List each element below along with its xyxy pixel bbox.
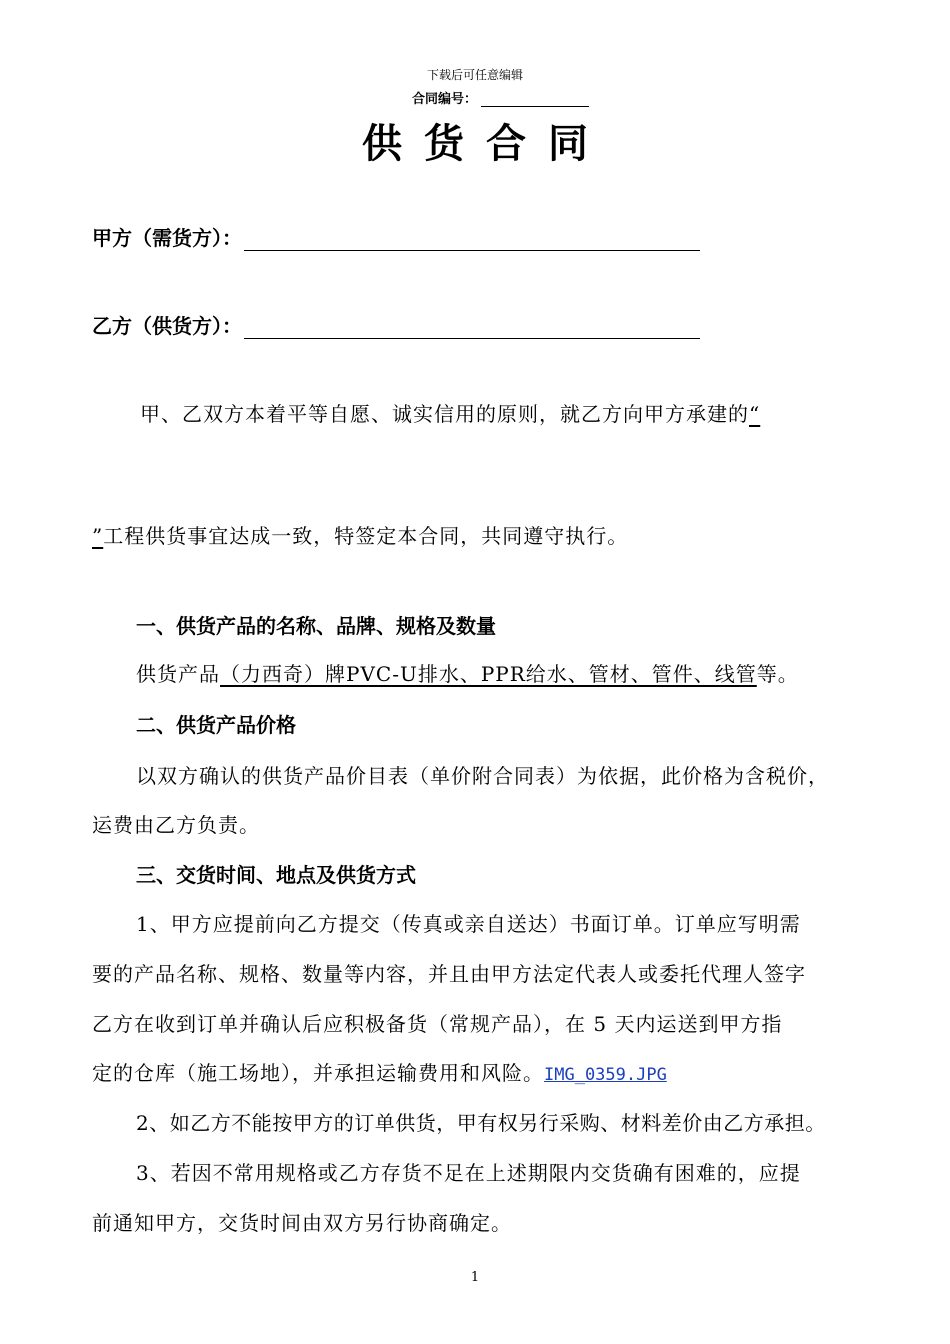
section-2-heading: 二、供货产品价格 [136, 713, 296, 737]
s3-p1-text: 定的仓库（施工场地），并承担运输费用和风险。 [92, 1061, 544, 1085]
party-b-label: 乙方（供货方）： [92, 314, 242, 338]
image-link[interactable]: IMG_0359.JPG [544, 1065, 667, 1085]
section-2-line-2: 运费由乙方负责。 [92, 813, 260, 837]
section-3-p1-line-4 [92, 1057, 667, 1086]
section-2-line-1: 以双方确认的供货产品价目表（单价附合同表）为依据，此价格为含税价， [136, 764, 829, 788]
section-3-p1-line-2: 要的产品名称、规格、数量等内容，并且由甲方法定代表人或委托代理人签字 [92, 962, 806, 986]
intro-text-2: 工程供货事宜达成一致，特签定本合同，共同遵守执行。 [103, 524, 629, 548]
s1-prefix: 供货产品 [136, 662, 220, 686]
party-a-label: 甲方（需货方）： [92, 226, 242, 250]
document-title: 供货合同 [362, 121, 610, 167]
party-a-row [92, 222, 700, 251]
contract-number-label: 合同编号： [412, 92, 478, 107]
s1-suffix: 等。 [756, 662, 799, 686]
contract-number-blank [481, 92, 589, 107]
header-note: 下载后可任意编辑 [426, 68, 523, 82]
page-number: 1 [470, 1270, 480, 1285]
party-a-blank [244, 228, 700, 251]
section-3-p3-line-2: 前通知甲方，交货时间由双方另行协商确定。 [92, 1211, 512, 1235]
intro-line-1 [140, 398, 760, 427]
section-1-text [136, 658, 799, 687]
contract-number [412, 88, 589, 107]
party-b-blank [244, 316, 700, 339]
section-3-p2: 2、如乙方不能按甲方的订单供货，甲有权另行采购、材料差价由乙方承担。 [136, 1111, 826, 1135]
section-1-heading: 一、供货产品的名称、品牌、规格及数量 [136, 614, 496, 638]
quote-close: ” [92, 524, 104, 548]
section-3-p3-line-1: 3、若因不常用规格或乙方存货不足在上述期限内交货确有困难的，应提 [136, 1161, 801, 1185]
intro-line-2 [92, 520, 628, 549]
section-3-p1-line-1: 1、甲方应提前向乙方提交（传真或亲自送达）书面订单。订单应写明需 [136, 912, 801, 936]
section-3-heading: 三、交货时间、地点及供货方式 [136, 863, 416, 887]
party-b-row [92, 310, 700, 339]
quote-open: “ [749, 402, 761, 426]
s1-products: （力西奇）牌PVC-U排水、PPR给水、管材、管件、线管 [220, 662, 757, 686]
intro-text: 甲、乙双方本着平等自愿、诚实信用的原则，就乙方向甲方承建的 [140, 402, 749, 426]
section-3-p1-line-3: 乙方在收到订单并确认后应积极备货（常规产品），在 5 天内运送到甲方指 [92, 1012, 783, 1036]
